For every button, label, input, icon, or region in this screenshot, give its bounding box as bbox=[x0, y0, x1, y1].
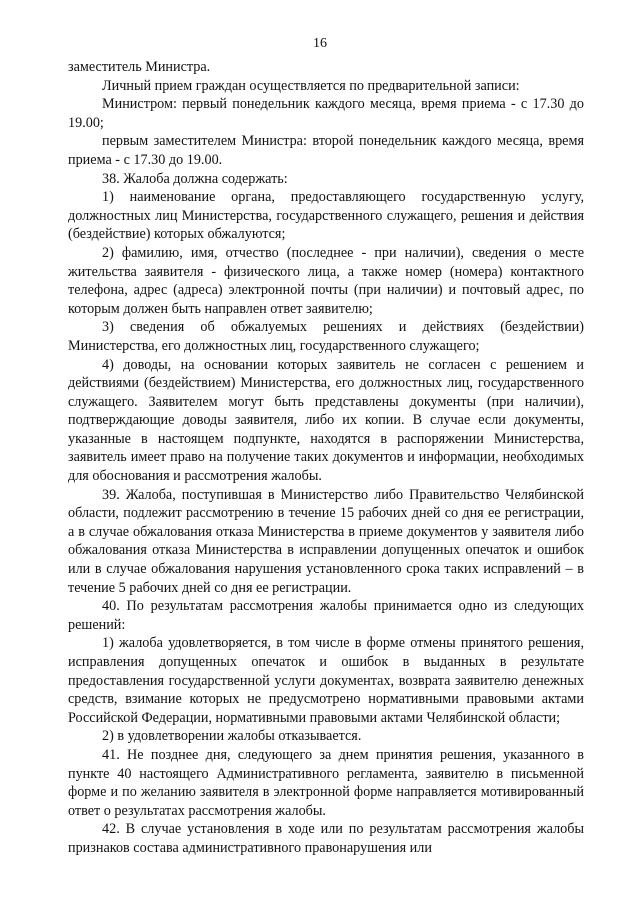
paragraph: 40. По результатам рассмотрения жалобы принимается одно из следующих решений: bbox=[68, 598, 584, 633]
paragraph: 4) доводы, на основании которых заявитель не согласен с решением и действиями (бездействием) Министерства, его должностных лиц, государственного служащего. Заявителем могут быть представлены документы (при наличии), подтверждающие доводы заявителя, либо их копии. В случае если документы, указанные в настоящем подпункте, находятся в распоряжении Министерства, заявитель имеет право на получение таких документов и информации, необходимых для обоснования и рассмотрения жалобы. bbox=[68, 356, 584, 485]
document-body bbox=[68, 58, 584, 858]
paragraph: первым заместителем Министра: второй понедельник каждого месяца, время приема - с 17.30 до 19.00. bbox=[68, 133, 584, 168]
paragraph: 39. Жалоба, поступившая в Министерство либо Правительство Челябинской области, подлежит рассмотрению в течение 15 рабочих дней со дня ее регистрации, а в случае обжалования отказа Министерства в приеме документов у заявителя либо обжалования отказа Министерства в исправлении допущенных опечаток и ошибок или в случае обжалования нарушения установленного срока таких исправлений – в течение 5 рабочих дней со дня ее регистрации. bbox=[68, 486, 584, 596]
paragraph: 3) сведения об обжалуемых решениях и действиях (бездействии) Министерства, его должностных лиц, государственного служащего; bbox=[68, 319, 584, 354]
paragraph: 1) жалоба удовлетворяется, в том числе в форме отмены принятого решения, исправления допущенных опечаток и ошибок в выданных в результате предоставления государственной услуги документах, возврата заявителю денежных средств, взимание которых не предусмотрено нормативными правовыми актами Российской Федерации, нормативными правовыми актами Челябинской области; bbox=[68, 635, 584, 726]
paragraph: 42. В случае установления в ходе или по результатам рассмотрения жалобы признаков состава административного правонарушения или bbox=[68, 821, 584, 856]
paragraph: 38. Жалоба должна содержать: bbox=[102, 170, 288, 187]
paragraph: 2) фамилию, имя, отчество (последнее - при наличии), сведения о месте жительства заявителя - физического лица, а также номер (номера) контактного телефона, адрес (адреса) электронной почты (при наличии) и почтовый адрес, по которым должен быть направлен ответ заявителю; bbox=[68, 244, 584, 317]
paragraph: Личный прием граждан осуществляется по предварительной записи: bbox=[102, 77, 520, 94]
paragraph: заместитель Министра. bbox=[68, 59, 211, 75]
paragraph: 2) в удовлетворении жалобы отказывается. bbox=[102, 728, 362, 745]
paragraph: Министром: первый понедельник каждого месяца, время приема - с 17.30 до 19.00; bbox=[68, 96, 584, 131]
paragraph: 1) наименование органа, предоставляющего государственную услугу, должностных лиц Министерства, государственного служащего, решения и действия (бездействие) которых обжалуются; bbox=[68, 189, 584, 243]
page-number: 16 bbox=[313, 36, 327, 51]
paragraph: 41. Не позднее дня, следующего за днем принятия решения, указанного в пункте 40 настоящего Административного регламента, заявителю в письменной форме и по желанию заявителя в электронной форме направляется мотивированный ответ о результатах рассмотрения жалобы. bbox=[68, 746, 584, 819]
